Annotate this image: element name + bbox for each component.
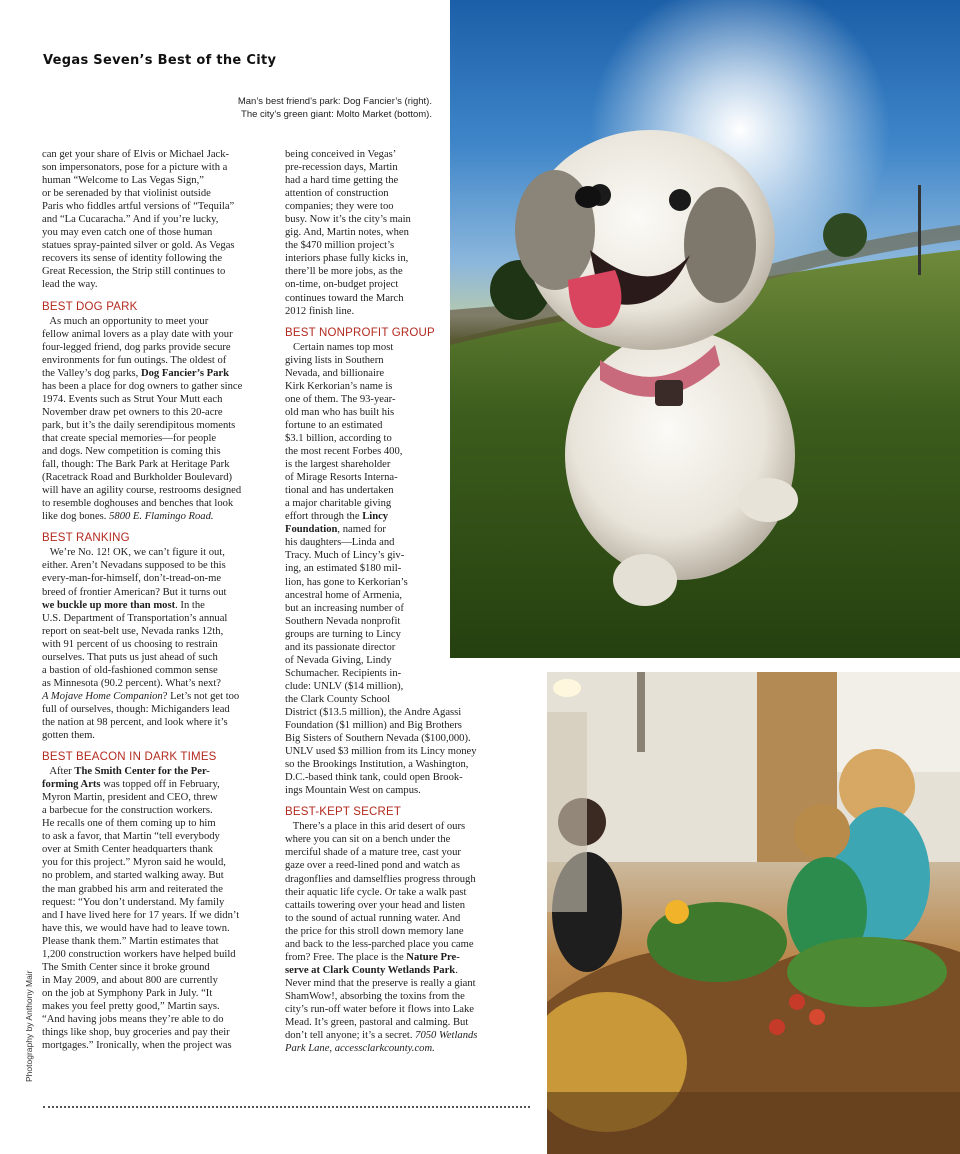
caption-line: Man’s best friend’s park: Dog Fancier’s (right).: [237, 96, 432, 107]
market-photo: [547, 672, 960, 1154]
body-line: but an increasing number of: [285, 602, 404, 614]
body-line: He recalls one of them coming up to him: [42, 818, 216, 830]
body-line: where you can sit on a bench under the: [285, 834, 451, 846]
body-line: every-man-for-himself, don’t-tread-on-me: [42, 573, 222, 585]
body-text: effort through the: [285, 511, 363, 523]
body-line: four-legged friend, dog parks provide secure: [42, 341, 231, 353]
body-line: tional and has undertaken: [285, 485, 394, 497]
body-line: $3.1 billion, according to: [285, 432, 392, 444]
body-line: District ($13.5 million), the Andre Agassi: [285, 706, 462, 718]
body-line: [42, 778, 270, 791]
body-line: the nation at 98 percent, and look where it’s: [42, 716, 228, 728]
body-line: giving lists in Southern: [285, 354, 384, 366]
body-line: [42, 690, 270, 703]
body-line: recovers its sense of identity following the: [42, 253, 223, 265]
article-column-left: [42, 148, 270, 1052]
body-line: a bastion of old-fashioned common sense: [42, 664, 218, 676]
body-line: can get your share of Elvis or Michael Jack-: [42, 149, 230, 160]
body-line: [285, 1042, 516, 1055]
place-name-bold: The Smith Center for the Per-: [74, 766, 210, 778]
body-line: D.C.-based think tank, could open Brook-: [285, 772, 463, 784]
body-line: 1,200 construction workers have helped build: [42, 948, 236, 960]
body-line: of Nevada Giving, Lindy: [285, 654, 392, 666]
body-line: their aquatic life cycle. Or take a walk past: [285, 886, 467, 898]
body-line: is the largest shareholder: [285, 459, 391, 471]
body-line: will have an agility course, restrooms designed: [42, 485, 242, 497]
body-line: to resemble doghouses and benches that look: [42, 498, 234, 510]
body-line: on the job at Symphony Park in July. “It: [42, 987, 213, 999]
section-heading-best-ranking: BEST RANKING: [42, 532, 130, 545]
body-text: .: [455, 964, 458, 976]
body-line: gotten them.: [42, 730, 95, 742]
body-line: a barbecue for the construction workers.: [42, 805, 213, 817]
body-line: the $470 million project’s: [285, 240, 395, 252]
body-line: cattails towering over your head and listen: [285, 899, 466, 911]
body-line: Never mind that the preserve is really a giant: [285, 977, 476, 989]
body-line: old man who has built his: [285, 406, 395, 418]
body-line: Myron Martin, president and CEO, threw: [42, 792, 218, 804]
title-italic: A Mojave Home Companion: [42, 690, 163, 702]
body-line: there’ll be more jobs, as the: [285, 266, 403, 278]
body-line: with 91 percent of us choosing to restrain: [42, 638, 218, 650]
section-heading-best-dog-park: BEST DOG PARK: [42, 300, 138, 313]
body-line: ancestral home of Armenia,: [285, 589, 403, 601]
body-line: and its passionate director: [285, 641, 396, 653]
body-text: , named for: [337, 524, 386, 536]
body-line: the Clark County School: [285, 693, 391, 705]
article-column-right: [285, 148, 516, 1055]
body-line: of Mirage Resorts Interna-: [285, 472, 398, 484]
body-line: interiors phase fully kicks in,: [285, 253, 409, 265]
body-line: mortgages.” Ironically, when the project was: [42, 1040, 232, 1052]
body-line: Southern Nevada nonprofit: [285, 615, 401, 627]
body-line: clude: UNLV ($14 million),: [285, 680, 404, 692]
body-line: Please thank them.” Martin estimates that: [42, 935, 219, 947]
body-line: has been a place for dog owners to gather since: [42, 380, 243, 392]
address-italic: 5800 E. Flamingo Road.: [109, 511, 214, 523]
org-name-bold: Lincy: [362, 511, 389, 523]
body-text: from? Free. The place is the: [285, 951, 407, 963]
body-line: [285, 1029, 516, 1042]
body-line: continues toward the March: [285, 292, 404, 304]
body-line: breed of frontier American? But it turns out: [42, 586, 227, 598]
body-line: [285, 523, 516, 536]
body-line: ourselves. That puts us just ahead of such: [42, 651, 218, 663]
body-line: 2012 finish line.: [285, 305, 355, 317]
address-italic: Park Lane, accessclarkcounty.com.: [285, 1043, 435, 1055]
body-line: lion, has gone to Kerkorian’s: [285, 576, 408, 588]
body-line: either. Aren’t Nevadans supposed to be this: [42, 560, 226, 572]
body-line: Kirk Kerkorian’s name is: [285, 380, 393, 392]
body-line: Tracy. Much of Lincy’s giv-: [285, 550, 405, 562]
place-name-bold: Dog Fancier’s Park: [140, 367, 230, 379]
body-text: don’t tell anyone; it’s a secret.: [285, 1030, 416, 1042]
body-line: on-time, on-budget project: [285, 279, 399, 291]
body-line: merciful shade of a mature tree, cast your: [285, 847, 461, 859]
body-line: things like shop, buy groceries and pay their: [42, 1027, 230, 1039]
body-line: city’s run-off water before it flows into Lake: [285, 1004, 474, 1015]
highlight-bold: we buckle up more than most: [42, 599, 176, 611]
body-line: you for this project.” Myron said he would,: [42, 857, 226, 869]
section-heading-best-kept-secret: BEST-KEPT SECRET: [285, 806, 402, 819]
page-header-title: Vegas Seven’s Best of the City: [43, 53, 277, 68]
body-text: . In the: [175, 599, 205, 611]
body-line: There’s a place in this arid desert of ours: [285, 821, 466, 833]
body-line: As much an opportunity to meet your: [42, 315, 209, 327]
body-line: have this, we would have had to leave town.: [42, 922, 230, 934]
body-line: We’re No. 12! OK, we can’t figure it out,: [42, 547, 225, 559]
body-line: his daughters—Linda and: [285, 537, 395, 549]
body-line: no problem, and started walking away. But: [42, 870, 224, 882]
body-line: and I have lived here for 17 years. If we didn’t: [42, 909, 240, 921]
body-line: fortune to an estimated: [285, 419, 383, 431]
body-line: son impersonators, pose for a picture with a: [42, 162, 228, 174]
body-line: human “Welcome to Las Vegas Sign,”: [42, 175, 204, 187]
body-line: full of ourselves, though: Michiganders lead: [42, 703, 230, 715]
dotted-divider: [43, 1106, 530, 1108]
body-line: park, but it’s the daily serendipitous moments: [42, 419, 236, 431]
photo-credit: Photography by Anthony Mair: [24, 970, 34, 1082]
body-line: attention of construction: [285, 188, 389, 200]
body-text: After: [42, 766, 75, 778]
body-line: the price for this stroll down memory lane: [285, 925, 464, 937]
caption-line: The city’s green giant: Molto Market (bottom).: [241, 109, 432, 120]
body-line: that create special memories—for people: [42, 432, 217, 444]
market-photo-illustration: [547, 672, 960, 1154]
body-line: ShamWow!, absorbing the toxins from the: [285, 990, 465, 1002]
body-line: [42, 367, 270, 380]
body-line: The Smith Center since it broke ground: [42, 961, 210, 973]
body-line: November draw pet owners to this 20-acre: [42, 406, 223, 418]
address-italic: 7050 Wetlands: [415, 1030, 478, 1042]
photo-caption: [200, 95, 432, 121]
body-line: Paris who fiddles artful versions of “Tequila”: [42, 201, 235, 213]
body-line: you may even catch one of those human: [42, 227, 213, 239]
body-line: “And having jobs means they’re able to do: [42, 1014, 224, 1025]
body-line: companies; they were too: [285, 201, 394, 213]
body-line: [285, 964, 516, 977]
body-line: had a hard time getting the: [285, 175, 399, 187]
body-line: Nevada, and billionaire: [285, 367, 385, 379]
body-text: ? Let’s not get too: [162, 690, 240, 702]
org-name-bold: Foundation: [285, 524, 338, 536]
body-line: Certain names top most: [285, 341, 394, 353]
body-line: or be serenaded by that violinist outside: [42, 188, 211, 200]
body-line: over at Smith Center headquarters thank: [42, 844, 213, 856]
body-line: being conceived in Vegas’: [285, 149, 397, 160]
body-line: [42, 765, 270, 778]
body-line: as Minnesota (90.2 percent). What’s next?: [42, 677, 221, 689]
body-text: the Valley’s dog parks,: [42, 367, 141, 379]
body-line: U.S. Department of Transportation’s annual: [42, 612, 228, 624]
place-name-bold: Nature Pre-: [406, 951, 460, 963]
body-line: and “La Cucaracha.” And if you’re lucky,: [42, 214, 219, 226]
body-line: Big Sisters of Southern Nevada ($100,000).: [285, 733, 471, 745]
body-line: [285, 510, 516, 523]
body-line: so the Brookings Institution, a Washington,: [285, 759, 469, 771]
body-line: Schumacher. Recipients in-: [285, 667, 402, 679]
body-line: environments for fun outings. The oldest of: [42, 354, 227, 366]
body-line: dragonflies and damselflies progress through: [285, 873, 476, 885]
dog-photo-illustration: [450, 0, 960, 658]
body-line: groups are turning to Lincy: [285, 628, 401, 640]
body-line: [42, 599, 270, 612]
body-line: the man grabbed his arm and reiterated the: [42, 883, 223, 895]
body-line: one of them. The 93-year-: [285, 393, 396, 405]
body-line: request: “You don’t understand. My family: [42, 896, 225, 908]
body-line: busy. Now it’s the city’s main: [285, 214, 411, 226]
body-line: UNLV used $3 million from its Lincy money: [285, 746, 477, 758]
body-line: Foundation ($1 million) and Big Brothers: [285, 720, 462, 732]
body-line: makes you feel pretty good,” Martin says.: [42, 1000, 220, 1012]
body-line: ings Mountain West on campus.: [285, 785, 421, 797]
body-line: report on seat-belt use, Nevada ranks 12th,: [42, 625, 224, 637]
body-text: like dog bones.: [42, 511, 110, 523]
body-line: [285, 951, 516, 964]
body-line: 1974. Events such as Strut Your Mutt each: [42, 393, 223, 405]
body-line: [42, 510, 270, 523]
body-text: was topped off in February,: [100, 779, 220, 791]
body-line: Mead. It’s green, pastoral and calming. But: [285, 1017, 469, 1029]
body-line: a major charitable giving: [285, 498, 392, 510]
place-name-bold: serve at Clark County Wetlands Park: [285, 964, 456, 976]
body-line: the most recent Forbes 400,: [285, 446, 403, 458]
body-line: statues spray-painted silver or gold. As Vegas: [42, 240, 235, 252]
body-line: and back to the less-parched place you came: [285, 938, 474, 950]
place-name-bold: forming Arts: [42, 779, 101, 791]
section-heading-best-beacon: BEST BEACON IN DARK TIMES: [42, 751, 217, 764]
body-line: to the sound of actual running water. And: [285, 912, 461, 924]
body-line: ing, an estimated $180 mil-: [285, 563, 402, 575]
body-line: fall, though: The Bark Park at Heritage Park: [42, 459, 230, 471]
body-line: pre-recession days, Martin: [285, 162, 398, 174]
body-line: in May 2009, and about 800 are currently: [42, 974, 218, 986]
body-line: gaze over a reed-lined pond and watch as: [285, 860, 461, 872]
body-line: and dogs. New competition is coming this: [42, 446, 221, 458]
body-line: gig. And, Martin notes, when: [285, 227, 409, 239]
body-line: Great Recession, the Strip still continues to: [42, 266, 226, 278]
body-line: (Racetrack Road and Burkholder Boulevard): [42, 472, 233, 484]
body-line: lead the way.: [42, 279, 98, 291]
body-line: fellow animal lovers as a play date with your: [42, 328, 233, 340]
dog-park-photo: [450, 0, 960, 658]
section-heading-best-nonprofit: BEST NONPROFIT GROUP: [285, 326, 435, 339]
body-line: to ask a favor, that Martin “tell everybody: [42, 831, 220, 843]
